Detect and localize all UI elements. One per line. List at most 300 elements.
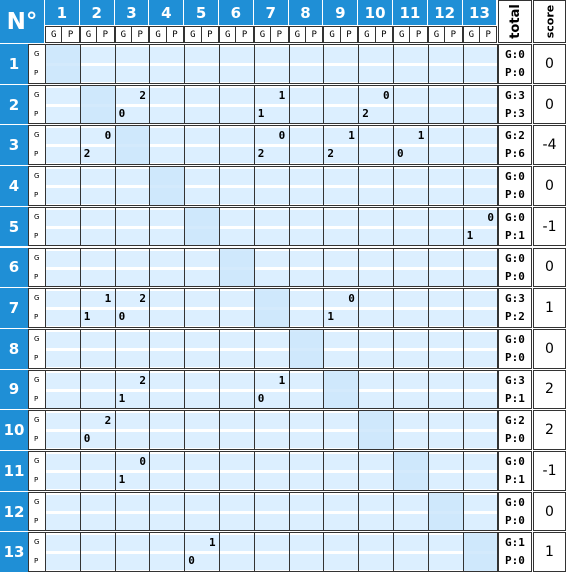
diagonal-cell bbox=[359, 411, 394, 449]
cell-divider bbox=[254, 249, 255, 287]
p-subheader: P bbox=[201, 26, 219, 43]
cell-divider bbox=[463, 208, 464, 246]
cell-divider bbox=[289, 533, 290, 571]
cell-divider bbox=[289, 289, 290, 327]
cell-divider bbox=[254, 126, 255, 164]
total-cell bbox=[498, 532, 532, 572]
cell-divider bbox=[323, 167, 324, 205]
total-p: P:6 bbox=[505, 147, 525, 161]
g-row-label: G bbox=[34, 90, 40, 99]
cell-divider bbox=[115, 371, 116, 409]
cell-divider bbox=[393, 533, 394, 571]
cell-divider bbox=[323, 411, 324, 449]
number-header: N° bbox=[0, 0, 44, 43]
cell-divider bbox=[45, 249, 46, 287]
cell-divider bbox=[358, 249, 359, 287]
p-row-label: P bbox=[34, 476, 39, 484]
cell-divider bbox=[393, 330, 394, 368]
p-value: 0 bbox=[118, 310, 126, 324]
cell-divider bbox=[428, 167, 429, 205]
cell-divider bbox=[289, 452, 290, 490]
cell-divider bbox=[254, 371, 255, 409]
cell-divider bbox=[219, 289, 220, 327]
g-subheader: G bbox=[393, 26, 410, 43]
cell-divider bbox=[80, 289, 81, 327]
g-subheader: G bbox=[323, 26, 340, 43]
total-cell bbox=[498, 410, 532, 450]
cell-divider bbox=[358, 289, 359, 327]
cell-divider bbox=[393, 411, 394, 449]
column-header: 7 bbox=[254, 0, 288, 25]
score-cell: 2 bbox=[533, 410, 566, 450]
cell-divider bbox=[80, 86, 81, 124]
column-header: 3 bbox=[115, 0, 149, 25]
score-cell: 0 bbox=[533, 85, 566, 125]
total-cell bbox=[498, 248, 532, 288]
row-header: 13 bbox=[0, 532, 28, 572]
total-g: G:0 bbox=[505, 455, 525, 468]
cell-divider bbox=[289, 493, 290, 531]
g-subheader: G bbox=[184, 26, 201, 43]
p-row-label: P bbox=[34, 353, 39, 362]
p-value: 0 bbox=[118, 106, 126, 120]
p-value: 0 bbox=[83, 432, 91, 446]
cell-divider bbox=[219, 86, 220, 124]
cell-divider bbox=[428, 533, 429, 571]
cell-divider bbox=[219, 208, 220, 246]
cell-divider bbox=[149, 452, 150, 490]
cell-divider bbox=[45, 452, 46, 490]
cell-divider bbox=[80, 330, 81, 368]
score-cell: 0 bbox=[533, 492, 566, 532]
cell-divider bbox=[254, 493, 255, 531]
cell-divider bbox=[80, 533, 81, 571]
score-cell: 0 bbox=[533, 329, 566, 369]
total-g: G:3 bbox=[505, 292, 525, 306]
cell-divider bbox=[184, 452, 185, 490]
column-header: 8 bbox=[289, 0, 323, 25]
cell-divider bbox=[428, 371, 429, 409]
cell-divider bbox=[289, 167, 290, 205]
p-subheader: P bbox=[96, 26, 114, 43]
player-row bbox=[28, 329, 498, 369]
cell-divider bbox=[323, 493, 324, 531]
cell-divider bbox=[358, 45, 359, 83]
cell-divider bbox=[393, 126, 394, 164]
score-cell: 2 bbox=[533, 370, 566, 410]
p-subheader: P bbox=[409, 26, 427, 43]
cell-divider bbox=[428, 330, 429, 368]
total-header-label: total bbox=[507, 4, 523, 39]
cell-divider bbox=[115, 493, 116, 531]
g-subheader: G bbox=[115, 26, 132, 43]
cell-divider bbox=[428, 45, 429, 83]
total-p: P:0 bbox=[505, 188, 525, 202]
cell-divider bbox=[393, 371, 394, 409]
cell-divider bbox=[149, 411, 150, 449]
player-row bbox=[28, 492, 498, 532]
cell-divider bbox=[463, 411, 464, 449]
total-cell bbox=[498, 329, 532, 369]
cell-divider bbox=[184, 330, 185, 368]
total-p: P:0 bbox=[505, 513, 525, 527]
cell-divider bbox=[184, 371, 185, 409]
player-row bbox=[28, 44, 498, 84]
player-row bbox=[28, 288, 498, 328]
cell-divider bbox=[428, 126, 429, 164]
player-row bbox=[28, 248, 498, 288]
score-cell: 1 bbox=[533, 288, 566, 328]
cell-divider bbox=[80, 126, 81, 164]
cell-divider bbox=[254, 330, 255, 368]
g-row-label: G bbox=[34, 334, 40, 343]
score-cell: 0 bbox=[533, 166, 566, 206]
g-subheader: G bbox=[219, 26, 236, 43]
cell-divider bbox=[358, 167, 359, 205]
total-g: G:0 bbox=[505, 495, 525, 509]
diagonal-cell bbox=[185, 208, 220, 246]
p-row-label: P bbox=[34, 516, 39, 525]
g-value: 2 bbox=[139, 373, 147, 387]
p-subheader: P bbox=[479, 26, 497, 43]
cell-divider bbox=[219, 249, 220, 287]
row-header: 7 bbox=[0, 288, 28, 328]
total-p: P:2 bbox=[505, 310, 525, 324]
column-header: 10 bbox=[358, 0, 392, 25]
row-header: 12 bbox=[0, 492, 28, 532]
cell-divider bbox=[323, 86, 324, 124]
p-value: 1 bbox=[83, 310, 91, 324]
player-row bbox=[28, 532, 498, 572]
cell-divider bbox=[45, 371, 46, 409]
column-header: 11 bbox=[393, 0, 427, 25]
p-row-label: P bbox=[34, 435, 39, 444]
cell-divider bbox=[184, 249, 185, 287]
p-row-label: P bbox=[34, 272, 39, 281]
total-p: P:1 bbox=[505, 228, 525, 242]
cell-divider bbox=[115, 208, 116, 246]
cell-divider bbox=[393, 86, 394, 124]
p-subheader: P bbox=[235, 26, 253, 43]
score-header-label: score bbox=[543, 4, 557, 39]
column-header: 1 bbox=[45, 0, 79, 25]
p-value: 2 bbox=[83, 147, 91, 161]
row-header: 3 bbox=[0, 125, 28, 165]
cell-divider bbox=[149, 126, 150, 164]
cell-divider bbox=[254, 452, 255, 490]
g-row-label: G bbox=[34, 50, 40, 58]
cell-divider bbox=[289, 249, 290, 287]
row-header: 9 bbox=[0, 370, 28, 410]
cell-divider bbox=[184, 208, 185, 246]
cell-divider bbox=[463, 249, 464, 287]
p-value: 0 bbox=[188, 554, 195, 568]
total-p: P:0 bbox=[505, 432, 525, 446]
cell-divider bbox=[184, 493, 185, 531]
total-p: P:0 bbox=[505, 269, 525, 283]
cell-divider bbox=[149, 289, 150, 327]
cell-divider bbox=[115, 126, 116, 164]
total-cell bbox=[498, 492, 532, 532]
score-cell: 0 bbox=[533, 44, 566, 84]
column-header: 5 bbox=[184, 0, 218, 25]
cell-divider bbox=[149, 493, 150, 531]
cell-divider bbox=[358, 86, 359, 124]
total-g: G:2 bbox=[505, 414, 525, 428]
g-row-label: G bbox=[34, 253, 40, 262]
diagonal-cell bbox=[150, 167, 185, 205]
g-value: 1 bbox=[104, 292, 112, 306]
cell-divider bbox=[219, 493, 220, 531]
p-value: 2 bbox=[257, 147, 265, 161]
player-row bbox=[28, 166, 498, 206]
cell-divider bbox=[80, 167, 81, 205]
p-value: 2 bbox=[327, 147, 335, 161]
cell-divider bbox=[184, 86, 185, 124]
score-cell: -1 bbox=[533, 451, 566, 491]
g-value: 1 bbox=[417, 129, 425, 143]
g-value: 1 bbox=[348, 129, 355, 143]
cell-divider bbox=[184, 167, 185, 205]
cell-divider bbox=[254, 289, 255, 327]
g-subheader: G bbox=[80, 26, 97, 43]
score-header bbox=[533, 0, 566, 43]
column-header: 2 bbox=[80, 0, 114, 25]
player-row bbox=[28, 410, 498, 450]
total-g: G:0 bbox=[505, 210, 525, 224]
p-subheader: P bbox=[166, 26, 184, 43]
cell-divider bbox=[289, 86, 290, 124]
cell-divider bbox=[115, 167, 116, 205]
cell-divider bbox=[323, 45, 324, 83]
g-value: 2 bbox=[139, 292, 147, 306]
row-header: 1 bbox=[0, 44, 28, 84]
g-subheader: G bbox=[289, 26, 306, 43]
p-row-label: P bbox=[34, 313, 39, 322]
cell-divider bbox=[149, 249, 150, 287]
cell-divider bbox=[45, 493, 46, 531]
cell-divider bbox=[393, 249, 394, 287]
player-row bbox=[28, 85, 498, 125]
cell-divider bbox=[149, 533, 150, 571]
score-cell: 0 bbox=[533, 248, 566, 288]
cell-divider bbox=[393, 208, 394, 246]
p-row-label: P bbox=[34, 557, 39, 566]
player-row bbox=[28, 451, 498, 491]
cell-divider bbox=[115, 411, 116, 449]
total-p: P:1 bbox=[505, 391, 525, 405]
row-header: 5 bbox=[0, 207, 28, 247]
cell-divider bbox=[254, 167, 255, 205]
cell-divider bbox=[428, 86, 429, 124]
player-row bbox=[28, 207, 498, 247]
cell-divider bbox=[254, 45, 255, 83]
diagonal-cell bbox=[394, 452, 429, 490]
p-subheader: P bbox=[340, 26, 358, 43]
cell-divider bbox=[45, 411, 46, 449]
g-row-label: G bbox=[34, 294, 40, 303]
cell-divider bbox=[463, 493, 464, 531]
g-row-label: G bbox=[34, 538, 40, 547]
cell-divider bbox=[428, 452, 429, 490]
g-row-label: G bbox=[34, 375, 40, 384]
g-subheader: G bbox=[428, 26, 445, 43]
cell-divider bbox=[80, 45, 81, 83]
column-header: 12 bbox=[428, 0, 462, 25]
g-subheader: G bbox=[254, 26, 271, 43]
cell-divider bbox=[80, 208, 81, 246]
cell-divider bbox=[219, 167, 220, 205]
cell-divider bbox=[289, 371, 290, 409]
cell-divider bbox=[463, 86, 464, 124]
g-subheader: G bbox=[463, 26, 480, 43]
cell-divider bbox=[289, 208, 290, 246]
cell-divider bbox=[323, 533, 324, 571]
cell-divider bbox=[358, 411, 359, 449]
p-value: 0 bbox=[257, 391, 265, 405]
cell-divider bbox=[149, 371, 150, 409]
cell-divider bbox=[80, 249, 81, 287]
cell-divider bbox=[80, 411, 81, 449]
cell-divider bbox=[149, 86, 150, 124]
cell-divider bbox=[184, 45, 185, 83]
total-cell bbox=[498, 85, 532, 125]
total-g: G:0 bbox=[505, 170, 525, 184]
score-cell: -4 bbox=[533, 125, 566, 165]
column-header: 9 bbox=[323, 0, 357, 25]
cell-divider bbox=[358, 126, 359, 164]
cell-divider bbox=[254, 411, 255, 449]
cell-divider bbox=[463, 371, 464, 409]
cell-divider bbox=[428, 249, 429, 287]
cell-divider bbox=[428, 208, 429, 246]
cell-divider bbox=[428, 411, 429, 449]
cell-divider bbox=[45, 533, 46, 571]
p-row-label: P bbox=[34, 394, 39, 403]
cell-divider bbox=[323, 330, 324, 368]
total-g: G:0 bbox=[505, 332, 525, 346]
cell-divider bbox=[358, 452, 359, 490]
g-row-label: G bbox=[34, 172, 40, 181]
column-header: 6 bbox=[219, 0, 253, 25]
cell-divider bbox=[115, 289, 116, 327]
g-subheader: G bbox=[149, 26, 166, 43]
diagonal-cell bbox=[46, 45, 81, 83]
cell-divider bbox=[115, 249, 116, 287]
p-subheader: P bbox=[305, 26, 323, 43]
cell-divider bbox=[323, 289, 324, 327]
g-value: 0 bbox=[139, 455, 147, 468]
cell-divider bbox=[115, 45, 116, 83]
diagonal-cell bbox=[324, 371, 359, 409]
cell-divider bbox=[184, 411, 185, 449]
total-cell bbox=[498, 451, 532, 491]
cell-divider bbox=[45, 167, 46, 205]
g-value: 0 bbox=[348, 292, 355, 306]
p-value: 0 bbox=[397, 147, 404, 161]
cell-divider bbox=[289, 411, 290, 449]
cell-divider bbox=[463, 167, 464, 205]
cell-divider bbox=[323, 126, 324, 164]
row-header: 2 bbox=[0, 85, 28, 125]
p-row-label: P bbox=[34, 150, 39, 159]
cell-divider bbox=[393, 167, 394, 205]
cell-divider bbox=[358, 371, 359, 409]
diagonal-cell bbox=[290, 330, 325, 368]
score-cell: 1 bbox=[533, 532, 566, 572]
cell-divider bbox=[184, 289, 185, 327]
total-p: P:0 bbox=[505, 350, 525, 364]
total-p: P:0 bbox=[505, 554, 525, 568]
g-subheader: G bbox=[45, 26, 62, 43]
p-row-label: P bbox=[34, 69, 39, 77]
cell-divider bbox=[463, 126, 464, 164]
cell-divider bbox=[393, 493, 394, 531]
cell-divider bbox=[115, 452, 116, 490]
cell-divider bbox=[219, 452, 220, 490]
diagonal-cell bbox=[116, 126, 151, 164]
total-cell bbox=[498, 288, 532, 328]
cell-divider bbox=[323, 208, 324, 246]
row-header: 4 bbox=[0, 166, 28, 206]
cell-divider bbox=[358, 330, 359, 368]
row-header: 10 bbox=[0, 410, 28, 450]
cell-divider bbox=[219, 411, 220, 449]
cell-divider bbox=[219, 533, 220, 571]
g-value: 0 bbox=[383, 88, 390, 102]
cell-divider bbox=[289, 45, 290, 83]
cell-divider bbox=[254, 208, 255, 246]
cell-divider bbox=[428, 493, 429, 531]
g-row-label: G bbox=[34, 131, 40, 140]
cell-divider bbox=[115, 86, 116, 124]
g-value: 2 bbox=[139, 88, 147, 102]
g-value: 1 bbox=[278, 373, 286, 387]
cell-divider bbox=[393, 289, 394, 327]
g-value: 0 bbox=[278, 129, 286, 143]
diagonal-cell bbox=[429, 493, 464, 531]
total-cell bbox=[498, 44, 532, 84]
cell-divider bbox=[219, 330, 220, 368]
row-header: 11 bbox=[0, 451, 28, 491]
score-cell: -1 bbox=[533, 207, 566, 247]
cell-divider bbox=[149, 167, 150, 205]
cell-divider bbox=[289, 330, 290, 368]
cell-divider bbox=[358, 208, 359, 246]
cell-divider bbox=[45, 45, 46, 83]
p-subheader: P bbox=[131, 26, 149, 43]
cell-divider bbox=[45, 289, 46, 327]
g-row-label: G bbox=[34, 212, 40, 221]
p-subheader: P bbox=[375, 26, 393, 43]
column-header: 4 bbox=[149, 0, 183, 25]
cell-divider bbox=[115, 533, 116, 571]
cell-divider bbox=[463, 289, 464, 327]
cell-divider bbox=[149, 45, 150, 83]
p-row-label: P bbox=[34, 231, 39, 240]
cell-divider bbox=[115, 330, 116, 368]
diagonal-cell bbox=[81, 86, 116, 124]
cell-divider bbox=[219, 45, 220, 83]
g-subheader: G bbox=[358, 26, 375, 43]
cell-divider bbox=[358, 533, 359, 571]
cell-divider bbox=[393, 45, 394, 83]
p-value: 1 bbox=[118, 391, 126, 405]
cell-divider bbox=[45, 208, 46, 246]
total-header bbox=[498, 0, 532, 43]
cell-divider bbox=[184, 126, 185, 164]
cell-divider bbox=[254, 533, 255, 571]
